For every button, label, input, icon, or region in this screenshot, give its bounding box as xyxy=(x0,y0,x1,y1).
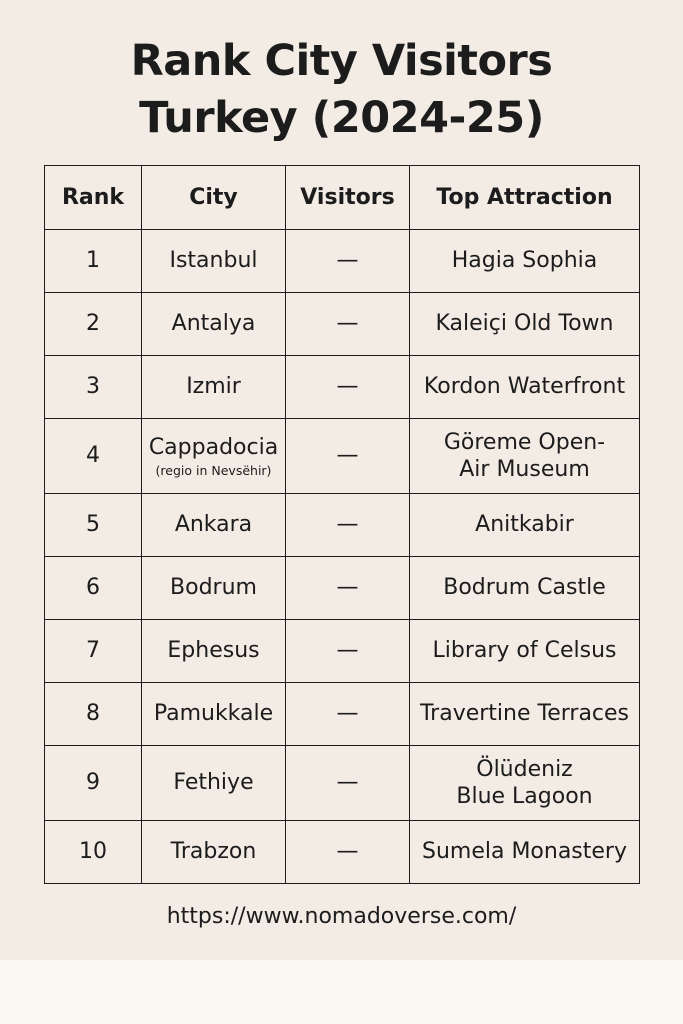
visitors-cell: — xyxy=(286,419,410,494)
city-cell: Ephesus xyxy=(142,620,286,683)
header-city: City xyxy=(142,166,286,230)
rank-cell: 10 xyxy=(45,821,142,884)
visitors-cell: — xyxy=(286,557,410,620)
city-cell: Pamukkale xyxy=(142,683,286,746)
city-cell: Bodrum xyxy=(142,557,286,620)
attraction-line: Göreme Open- xyxy=(443,429,606,455)
attraction-cell: Kaleiçi Old Town xyxy=(410,293,640,356)
table-row xyxy=(45,230,640,293)
source-url: https://www.nomadoverse.com/ xyxy=(166,904,517,929)
city-name: Cappadocia xyxy=(148,434,279,460)
table-row xyxy=(45,494,640,557)
visitors-cell: — xyxy=(286,683,410,746)
city-cell xyxy=(142,419,286,494)
table-row xyxy=(45,419,640,494)
attraction-cell: Kordon Waterfront xyxy=(410,356,640,419)
attraction-cell: Hagia Sophia xyxy=(410,230,640,293)
table-row xyxy=(45,557,640,620)
table-header-row xyxy=(45,166,640,230)
rank-cell: 6 xyxy=(45,557,142,620)
attraction-line: Air Museum xyxy=(459,457,590,482)
header-top-attraction: Top Attraction xyxy=(410,166,640,230)
table-row xyxy=(45,293,640,356)
rank-cell: 7 xyxy=(45,620,142,683)
attraction-line: Blue Lagoon xyxy=(456,784,593,809)
city-cell: Ankara xyxy=(142,494,286,557)
rank-cell: 9 xyxy=(45,746,142,821)
attraction-cell xyxy=(410,419,640,494)
header-rank: Rank xyxy=(45,166,142,230)
attraction-line: Ölüdeniz xyxy=(476,756,573,782)
attraction-cell xyxy=(410,746,640,821)
attraction-cell: Sumela Monastery xyxy=(410,821,640,884)
city-cell: Izmir xyxy=(142,356,286,419)
rank-cell: 8 xyxy=(45,683,142,746)
header-visitors: Visitors xyxy=(286,166,410,230)
city-note: (regio in Nevsëhir) xyxy=(155,463,272,479)
visitors-cell: — xyxy=(286,746,410,821)
visitors-cell: — xyxy=(286,620,410,683)
visitors-cell: — xyxy=(286,356,410,419)
table-row xyxy=(45,683,640,746)
rank-cell: 4 xyxy=(45,419,142,494)
city-cell: Istanbul xyxy=(142,230,286,293)
table-row xyxy=(45,821,640,884)
table-row xyxy=(45,620,640,683)
city-ranking-table xyxy=(44,165,640,884)
page-subtitle: Turkey (2024-25) xyxy=(139,93,544,143)
attraction-cell: Bodrum Castle xyxy=(410,557,640,620)
visitors-cell: — xyxy=(286,821,410,884)
attraction-cell: Travertine Terraces xyxy=(410,683,640,746)
page-title: Rank City Visitors xyxy=(130,36,553,86)
table-row xyxy=(45,356,640,419)
rank-cell: 5 xyxy=(45,494,142,557)
city-cell: Fethiye xyxy=(142,746,286,821)
visitors-cell: — xyxy=(286,230,410,293)
rank-cell: 2 xyxy=(45,293,142,356)
city-cell: Trabzon xyxy=(142,821,286,884)
rank-cell: 1 xyxy=(45,230,142,293)
visitors-cell: — xyxy=(286,494,410,557)
city-cell: Antalya xyxy=(142,293,286,356)
attraction-cell: Library of Celsus xyxy=(410,620,640,683)
visitors-cell: — xyxy=(286,293,410,356)
attraction-cell: Anitkabir xyxy=(410,494,640,557)
table-row xyxy=(45,746,640,821)
rank-cell: 3 xyxy=(45,356,142,419)
